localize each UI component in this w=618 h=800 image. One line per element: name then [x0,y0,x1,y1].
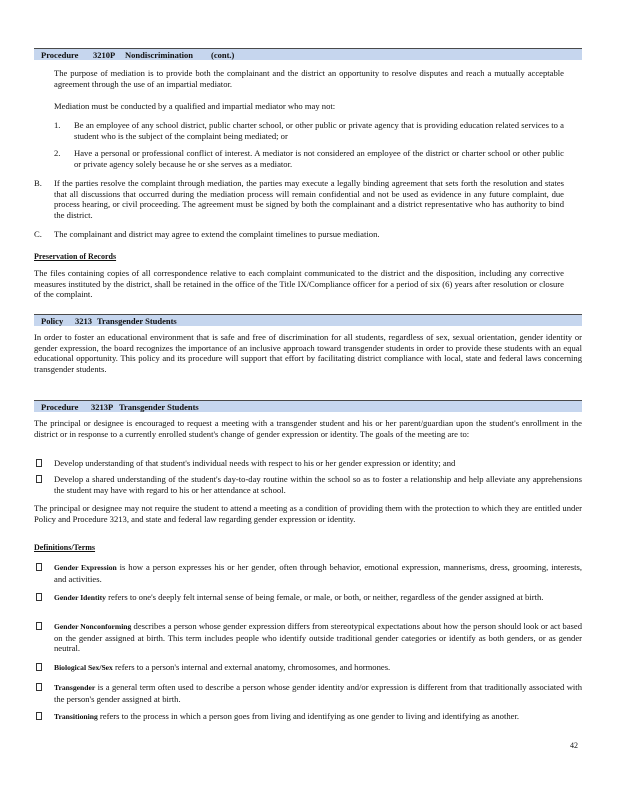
definition-item [54,711,582,723]
definition-text: is a general term often used to describe a person whose gender identity and/or expression is different from that traditionally associated with the person's gender assigned at birth. [54,682,582,704]
bullet-icon [36,622,42,630]
bullet-icon [36,563,42,571]
mediation-item-2: Have a personal or professional conflict of interest. A mediator is not considered an employee of the district or charter school or other public or private agency solely because he or she serves as a mediator. [74,148,564,169]
definition-term: Gender Nonconforming [54,622,132,631]
definition-text: refers to the process in which a person goes from living and identifying as one gender to living and identifying as another. [99,711,519,721]
definition-term: Gender Expression [54,563,117,572]
definition-item [54,592,582,604]
definition-text: refers to a person's internal and external anatomy, chromosomes, and hormones. [115,662,391,672]
item-number: 1. [54,120,61,130]
section-header-procedure-3210p [34,48,582,60]
goal-item: Develop a shared understanding of the student's day-to-day routine within the school so as to foster a relationship and help alleviate any apprehensions the student may have with regard to his or her attendance at school. [54,474,582,495]
bullet-icon [36,475,42,483]
bullet-icon [36,663,42,671]
header-code: 3213 [75,316,92,326]
definition-item [54,662,582,674]
header-cont: (cont.) [211,50,235,60]
definition-item [54,621,582,654]
bullet-icon [36,683,42,691]
mediation-intro: The purpose of mediation is to provide both the complainant and the district an opportunity to resolve disputes and reach a mutually acceptable agreement through the use of an impartial mediator. [54,68,564,89]
bullet-icon [36,459,42,467]
preservation-text: The files containing copies of all correspondence relative to each complaint communicated to the district and the disposition, including any corrective measures instituted by the district, shall be retained in the office of the Title IX/Compliance officer for a period of six (6) years after resolution or closure of the complaint. [34,268,564,300]
definition-item [54,682,582,704]
preservation-heading: Preservation of Records [34,252,117,261]
mediation-item-1: Be an employee of any school district, public charter school, or other public or private agency that is providing education related services to a student who is the subject of the complaint being mediated; or [74,120,564,141]
definition-term: Transgender [54,683,96,692]
definitions-heading: Definitions/Terms [34,543,96,552]
header-title: Nondiscrimination [125,50,194,60]
definition-text: is how a person expresses his or her gender, often through behavior, emotional expression, mannerisms, dress, grooming, interests, and activities. [54,562,582,584]
bullet-icon [36,712,42,720]
item-letter-c: C. [34,229,42,239]
header-label: Procedure [41,402,79,412]
header-label: Procedure [41,50,79,60]
header-code: 3213P [91,402,114,412]
header-code: 3210P [93,50,116,60]
section-header-procedure-3213p [34,400,582,412]
definition-term: Transitioning [54,712,98,721]
bullet-icon [36,593,42,601]
definition-term: Biological Sex/Sex [54,663,113,672]
item-letter-b: B. [34,178,42,188]
item-number: 2. [54,148,61,158]
definition-text: describes a person whose gender expression differs from stereotypical expectations about how the person should look or act based on the gender assigned at birth. This term includes people who identify outside traditional gender categories or identify as both genders, or as gender neutral. [54,621,582,654]
header-title: Transgender Students [119,402,199,412]
header-label: Policy [41,316,64,326]
page-number: 42 [570,741,578,750]
procedure-not-required: The principal or designee may not require the student to attend a meeting as a condition of providing them with the protection to which they are entitled under Policy and Procedure 3213, and state and federal law regarding gender expression or identity. [34,503,582,524]
mediation-qualified: Mediation must be conducted by a qualified and impartial mediator who may not: [54,101,336,111]
mediation-paragraph-c: The complainant and district may agree to extend the complaint timelines to pursue mediation. [54,229,380,239]
definition-item [54,562,582,584]
definition-text: refers to one's deeply felt internal sense of being female, or male, or both, or neither, regardless of the gender assigned at birth. [108,592,544,602]
procedure-intro: The principal or designee is encouraged to request a meeting with a transgender student and his or her parent/guardian upon the student's enrollment in the district or in response to a currently enrolled student's change of gender expression or identity. The goals of the meeting are to: [34,418,582,439]
header-title: Transgender Students [97,316,177,326]
mediation-paragraph-b: If the parties resolve the complaint through mediation, the parties may execute a legally binding agreement that sets forth the resolution and states that all discussions that occurred during the mediation process will remain confidential and not be used as evidence in any future complaint, due process hearing, or civil proceeding. The agreement must be signed by both the complainant and a district representative who has authority to bind the district. [54,178,564,220]
goal-item: Develop understanding of that student's individual needs with respect to his or her gender expression or identity; and [54,458,456,468]
definition-term: Gender Identity [54,593,106,602]
section-header-policy-3213 [34,314,582,326]
policy-text: In order to foster an educational environment that is safe and free of discrimination for all students, regardless of sex, sexual orientation, gender identity or gender expression, the board recognizes the importance of an inclusive approach toward transgender students in order to provide these students with an equal educational opportunity. This policy and its procedure will support that effort by facilitating district compliance with local, state and federal laws concerning transgender students. [34,332,582,374]
